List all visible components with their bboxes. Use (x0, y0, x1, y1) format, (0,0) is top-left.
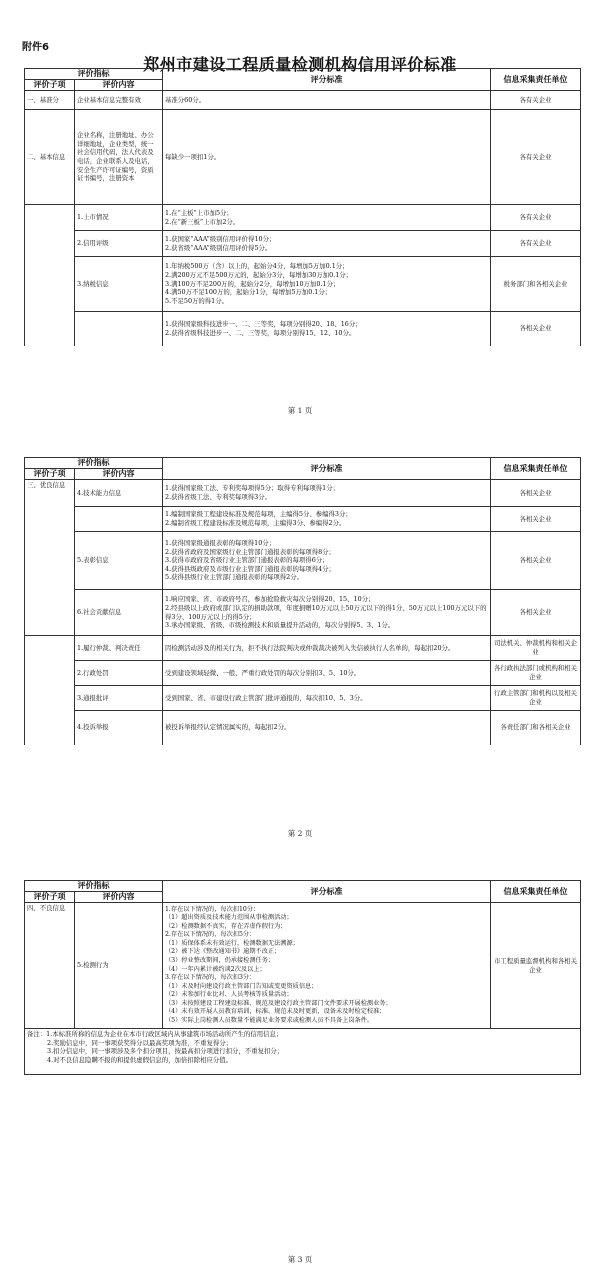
page-2 (0, 420, 600, 840)
row-content: 3.通报批评 (75, 686, 163, 711)
row-unit: 各相关企业 (491, 480, 581, 507)
table-row (25, 636, 581, 661)
table-row (25, 257, 581, 312)
row-unit: 各相关企业 (491, 507, 581, 532)
row-unit: 行政主管部门和机构以及相关企业 (491, 686, 581, 711)
page-title: 郑州市建设工程质量检测机构信用评价标准 (143, 55, 457, 74)
row-content: 1.履行仲裁、判决责任 (75, 636, 163, 661)
header-responsible: 信息采集责任单位 (491, 69, 581, 91)
page-3 (0, 840, 600, 1273)
row-standard: 1.在“主板”上市加5分； 2.在“新三板”上市加2分。 (163, 205, 491, 231)
page-1 (0, 0, 600, 420)
header-sub-item: 评价子项 (25, 469, 75, 480)
row-content: 6.社会贡献信息 (75, 590, 163, 636)
row-unit: 税务部门和各相关企业 (491, 257, 581, 312)
table-row (25, 711, 581, 745)
header-indicator: 评价指标 (25, 881, 163, 892)
criteria-table-page-2 (24, 457, 581, 745)
table-row (25, 312, 581, 346)
row-content: 2.行政处罚 (75, 661, 163, 686)
criteria-table-page-1 (24, 68, 581, 346)
page-number: 第 3 页 (287, 1255, 313, 1264)
row-content: 5.表彰信息 (75, 532, 163, 590)
row-content (75, 507, 163, 532)
row-standard: 受到建设领域轻微、一般、严重行政处罚的每次分别扣3、5、10分。 (163, 661, 491, 686)
header-standard: 评分标准 (163, 458, 491, 480)
row-item-blank (25, 636, 75, 745)
row-standard: 1.响应国家、省、市政府号召，参加抢险救灾每次分别得20、15、10分； 2.经县级以上政府或部门认定的捐助款项，年度捐赠10万元以上50万元以下的得1分、50万元以上100万元以下的得3分、100万元以上的得5分； 3.承办国家级、省级、市级检测技术和质量提升活动的，每次分别得5、3、1分。 (163, 590, 491, 636)
table-row (25, 532, 581, 590)
row-unit: 各有关企业 (491, 91, 581, 110)
row-content: 2.信用评级 (75, 231, 163, 257)
table-row (25, 903, 581, 1029)
table-row (25, 231, 581, 257)
table-row (25, 480, 581, 507)
table-row (25, 686, 581, 711)
page-number: 第 2 页 (287, 829, 313, 838)
row-content: 企业基本信息完整有效 (75, 91, 163, 110)
row-content: 4.技术能力信息 (75, 480, 163, 507)
row-unit: 各有关企业 (491, 231, 581, 257)
row-item: 三、优良信息 (25, 480, 75, 636)
header-standard: 评分标准 (163, 881, 491, 903)
row-content: 3.纳税信息 (75, 257, 163, 312)
table-row (25, 507, 581, 532)
row-standard: 受到国家、省、市建设行政主管部门批评通报的，每次扣10、5、3分。 (163, 686, 491, 711)
row-standard: 1.年纳税500万（含）以上的，起始分4分，每增加5万加0.1分； 2.满200万元不足500万元的，起始分3分，每增加30万加0.1分； 3.满100万不足200万的，起始分2分，每增加10万加0.1分； 4.满50万不足100万的，起始分1分，每增加5万加0.1分； 5.不足50万的得1分。 (163, 257, 491, 312)
row-standard: 基准分60分。 (163, 91, 491, 110)
row-standard: 因检测活动涉及的相关行为，拒不执行法院判决或仲裁裁决被列入失信被执行人名单的，每起扣20分。 (163, 636, 491, 661)
header-sub-item: 评价子项 (25, 892, 75, 903)
row-standard: 每缺少一项扣1分。 (163, 110, 491, 205)
header-content: 评价内容 (75, 892, 163, 903)
row-unit: 司法机关、仲裁机构和相关企业 (491, 636, 581, 661)
header-responsible: 信息采集责任单位 (491, 881, 581, 903)
row-unit: 市工程质量监督机构和各相关企业 (491, 903, 581, 1029)
page-number: 第 1 页 (287, 406, 313, 415)
header-content: 评价内容 (75, 80, 163, 91)
table-row (25, 590, 581, 636)
header-indicator: 评价指标 (25, 458, 163, 469)
row-standard: 1.获得国家级通报表彰的每项得10分； 2.获得省政府及国家级行业主管部门通报表彰的每项得8分； 3.获得市政府及省级行业主管部门通报表彰的每项得6分； 4.获得县级政府及市级行业主管部门通报表彰的每项得4分； 5.获得县级行业主管部门通报表彰的每项得2分。 (163, 532, 491, 590)
header-indicator: 评价指标 (25, 69, 163, 80)
row-standard: 1.存在以下情况的，每次扣10分： （1）超出资质及技术能力范围从事检测活动； （2）检测数据不真实，存在弄虚作假行为； 2.存在以下情况的，每次扣5分： （1）质保体系未有效运行，检测数据无法溯源； （2）被下达《整改通知书》逾期不改正； （3）停业整改期间，仍承接检测任务； （4）一年内累计被约谈2次及以上； 3.存在以下情况的，每次扣3分： （1）未及时向建设行政主管部门告知或变更资质信息； （2）未参加行业比对、人员考核等质量活动； （3）未按照建设工程建设标准、规范及建设行政主管部门文件要求开展检测业务； （4）未有效开展人员教育培训，标准、规范未及时更新，设备未及时检定校准； （5）实际上岗检测人员数量不能满足业务要求或检测人员不具备上岗条件。 (163, 903, 491, 1029)
attachment-label: 附件6 (22, 42, 49, 53)
row-content: 企业名称，注册地址、办公详细地址，企业类型，统一社会信用代码，法人代表及电话，企业联系人及电话，安全生产许可证编号，资质证书编号，注册资本 (75, 110, 163, 205)
table-row (25, 110, 581, 205)
header-content: 评价内容 (75, 469, 163, 480)
row-unit: 各有关企业 (491, 110, 581, 205)
row-item: 二、基本信息 (25, 110, 75, 205)
row-unit: 各有关企业 (491, 205, 581, 231)
table-row (25, 91, 581, 110)
row-item: 四、不良信息 (25, 903, 75, 1029)
row-content: 4.投诉举报 (75, 711, 163, 745)
row-standard: 被投诉举报经认定情况属实的，每起扣2分。 (163, 711, 491, 745)
row-content: 1.上市情况 (75, 205, 163, 231)
header-standard: 评分标准 (163, 69, 491, 91)
row-unit: 各相关企业 (491, 532, 581, 590)
notes-row (25, 1029, 581, 1075)
table-row (25, 661, 581, 686)
row-item: 一、基准分 (25, 91, 75, 110)
table-row (25, 205, 581, 231)
row-unit: 各相关企业 (491, 312, 581, 346)
header-sub-item: 评价子项 (25, 80, 75, 91)
row-item-blank (25, 205, 75, 346)
notes: 备注：1.本标准所称的信息为企业在本市行政区域内从事建筑市场活动所产生的信用信息； 2.奖励信息中，同一事项获奖得分以最高奖项为准，不重复得分； 3.扣分信息中，同一事项涉及多个扣分项目，按最高扣分项进行扣分，不重复扣分； 4.对不良信息隐瞒不报的和提供虚假信息的，加倍扣除相应分值。 (25, 1029, 581, 1075)
header-responsible: 信息采集责任单位 (491, 458, 581, 480)
row-content: 5.检测行为 (75, 903, 163, 1029)
row-unit: 各责任部门和各相关企业 (491, 711, 581, 745)
row-standard: 1.获国家“AAA”级别信用评价得10分； 2.获省级“AAA”级别信用评价得5分。 (163, 231, 491, 257)
row-standard: 1.获得国家级科技进步一、二、三等奖，每项分别得20、18、16分； 2.获得省级科技进步一、二、三等奖，每项分别得15、12、10分。 (163, 312, 491, 346)
row-unit: 各行政执法部门或机构和相关企业 (491, 661, 581, 686)
row-standard: 1.编制国家级工程建设标准及规范每项，主编得5分、参编得3分； 2.编制省级工程建设标准及规范每项，主编得3分、参编得2分。 (163, 507, 491, 532)
row-content (75, 312, 163, 346)
criteria-table-page-3 (24, 880, 581, 1075)
row-unit: 各相关企业 (491, 590, 581, 636)
row-standard: 1.获得国家级工法、专利奖每项得5分；取得专利每项得1分； 2.获得省级工法、专利奖每项得3分。 (163, 480, 491, 507)
